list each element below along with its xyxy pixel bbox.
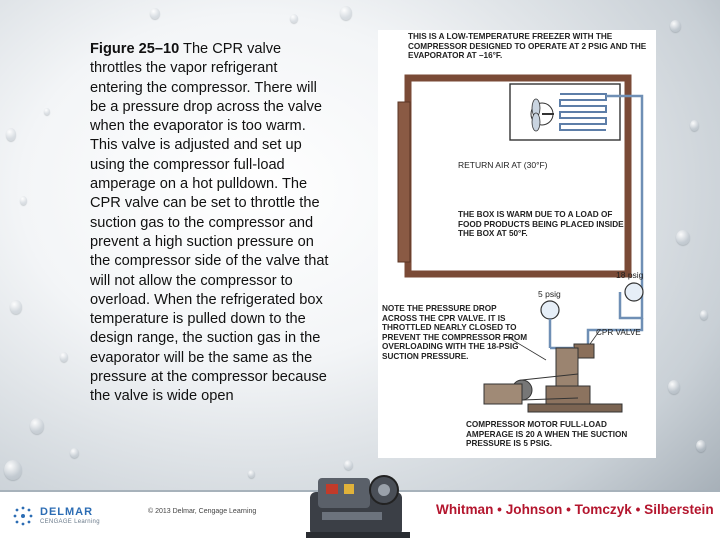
return-air-label: RETURN AIR AT (30°F) xyxy=(458,160,548,170)
figure-caption xyxy=(90,40,330,407)
pressure-drop-note: NOTE THE PRESSURE DROP ACROSS THE CPR VALVE. IT IS THROTTLED NEARLY CLOSED TO PREVENT THE COMPRESSOR FROM OVERLOADING WITH THE 18-PSIG SUCTION PRESSURE. xyxy=(382,304,528,361)
diagram-drawing xyxy=(378,30,656,458)
caption-body: The CPR valve throttles the vapor refrigerant entering the compressor. There will be a pressure drop across the valve when the evaporator is too warm. This valve is adjusted and set up using the compressor full-load amperage on a hot pulldown. The CPR valve can be set to throttle the suction gas to the compressor and prevent a high suction pressure on the compressor side of the valve that will not allow the compressor to overload. When the refrigerated box temperature is pulled down to the design range, the suction gas in the evaporator will be the same as the pressure at the compressor because the valve is wide open xyxy=(90,41,329,405)
gauge-5-psig xyxy=(541,301,559,319)
gauge-18-psig xyxy=(625,283,643,301)
gauge-5-label: 5 psig xyxy=(538,289,561,299)
cpr-valve-label: CPR VALVE xyxy=(596,328,641,337)
cpr-valve-diagram xyxy=(378,30,656,458)
gauge-18-label: 18 psig xyxy=(616,270,644,280)
motor-amperage-note: COMPRESSOR MOTOR FULL-LOAD AMPERAGE IS 20 A WHEN THE SUCTION PRESSURE IS 5 PSIG. xyxy=(466,420,628,449)
delmar-logo xyxy=(12,502,132,532)
figure-label: Figure 25–10 xyxy=(90,41,180,57)
delmar-logo-mark-icon xyxy=(12,505,34,527)
copyright-notice: © 2013 Delmar, Cengage Learning xyxy=(148,508,257,515)
logo-name: DELMAR xyxy=(40,506,94,518)
evaporator-coil xyxy=(560,94,606,130)
box-warm-note: THE BOX IS WARM DUE TO A LOAD OF FOOD PRODUCTS BEING PLACED INSIDE THE BOX AT 50°F. xyxy=(458,210,624,239)
compressor-photo-icon xyxy=(298,462,418,540)
freezer-door xyxy=(398,102,410,262)
authors-credit: Whitman • Johnson • Tomczyk • Silberstein xyxy=(436,502,714,517)
freezer-title-note: THIS IS A LOW-TEMPERATURE FREEZER WITH THE COMPRESSOR DESIGNED TO OPERATE AT 2 PSIG AND THE EVAPORATOR AT –16°F. xyxy=(408,32,647,61)
logo-subtitle: CENGAGE Learning xyxy=(40,519,100,525)
